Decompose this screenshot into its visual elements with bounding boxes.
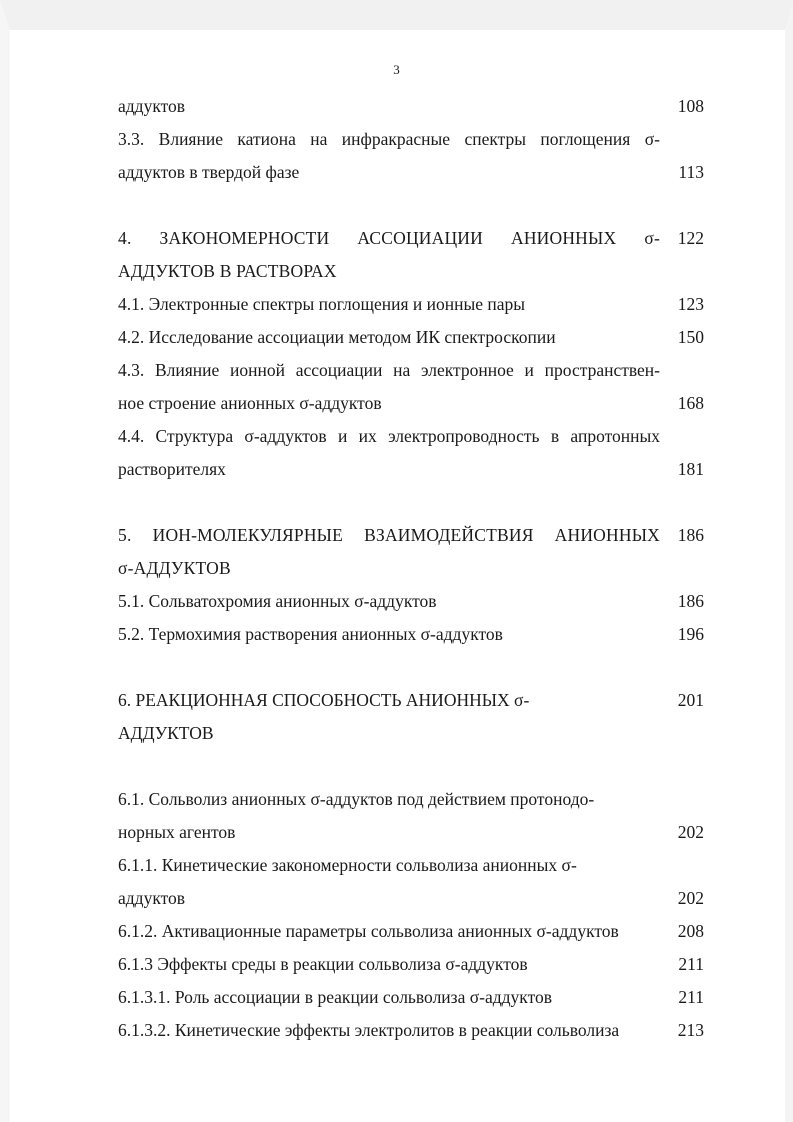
toc-entry-text: 4. ЗАКОНОМЕРНОСТИ АССОЦИАЦИИ АНИОННЫХ σ- [118,228,660,248]
toc-entry-text: 4.2. Исследование ассоциации методом ИК спектроскопии [118,327,556,347]
toc-section-heading [118,684,704,750]
toc-entry-page: 211 [678,987,704,1007]
toc-entry [118,948,704,981]
toc-entry-page: 122 [677,228,704,248]
toc-entry-text-cont: аддуктов в твердой фазе [118,162,300,182]
toc-entry-page: 211 [678,954,704,974]
toc-entry-text: 5. ИОН-МОЛЕКУЛЯРНЫЕ ВЗАИМОДЕЙСТВИЯ АНИОННЫХ [118,525,660,545]
toc-entry-page: 186 [677,525,704,545]
toc-entry-text: 6.1.2. Активационные параметры сольволиза анионных σ-аддуктов [118,921,619,941]
toc-entry-page: 196 [677,624,704,644]
toc-entry-text: 3.3. Влияние катиона на инфракрасные спектры поглощения σ- [118,129,660,149]
toc-section-heading [118,222,704,288]
toc-entry-text: 4.3. Влияние ионной ассоциации на электронное и пространствен- [118,360,660,380]
toc-entry-text: 4.1. Электронные спектры поглощения и ионные пары [118,294,526,314]
toc-entry-page: 186 [677,591,704,611]
toc-entry-text: 6.1.3.1. Роль ассоциации в реакции сольволиза σ-аддуктов [118,987,553,1007]
page-number: 3 [393,62,400,77]
toc-entry [118,1014,704,1047]
toc-entry-text: аддуктов [118,96,186,116]
toc-entry-page: 201 [677,690,704,710]
toc-entry-text-cont: растворителях [118,459,226,479]
toc-entry-page: 208 [677,921,704,941]
toc-entry [118,420,704,486]
toc-entry-text-cont: АДДУКТОВ В РАСТВОРАХ [118,261,337,281]
toc-entry-text: 6. РЕАКЦИОННАЯ СПОСОБНОСТЬ АНИОННЫХ σ- [118,690,530,710]
toc-entry-page: 108 [677,96,704,116]
toc-entry-text: 4.4. Структура σ-аддуктов и их электропроводность в апротонных [118,426,660,446]
toc-entry [118,849,704,915]
toc-entry [118,354,704,420]
toc-entry [118,321,704,354]
toc-entry-page: 168 [677,393,704,413]
toc-entry-text: 5.2. Термохимия растворения анионных σ-аддуктов [118,624,503,644]
toc-entry-text-cont: норных агентов [118,822,236,842]
toc-entry-page: 150 [677,327,704,347]
toc-entry [118,981,704,1014]
toc-entry [118,618,704,651]
toc-entry [118,915,704,948]
toc-entry-page: 202 [677,822,704,842]
toc-entry-page: 213 [677,1020,704,1040]
toc-entry-page: 123 [677,294,704,314]
table-of-contents [118,90,704,1047]
toc-section-heading [118,519,704,585]
toc-entry-page: 113 [678,162,704,182]
toc-entry [118,90,704,123]
toc-entry-page: 202 [677,888,704,908]
toc-entry-text-cont: σ-АДДУКТОВ [118,558,231,578]
toc-entry [118,783,704,849]
toc-entry-text-cont: АДДУКТОВ [118,723,214,743]
toc-entry [118,288,704,321]
toc-entry-text: 6.1.3 Эффекты среды в реакции сольволиза σ-аддуктов [118,954,528,974]
toc-entry-text-cont: ное строение анионных σ-аддуктов [118,393,382,413]
toc-entry-page: 181 [677,459,704,479]
toc-entry-text-cont: аддуктов [118,888,186,908]
toc-entry-text: 6.1.1. Кинетические закономерности сольволиза анионных σ- [118,855,577,875]
toc-entry [118,123,704,189]
toc-entry-text: 6.1.3.2. Кинетические эффекты электролитов в реакции сольволиза [118,1020,620,1040]
toc-entry [118,585,704,618]
toc-entry-text: 5.1. Сольватохромия анионных σ-аддуктов [118,591,437,611]
toc-entry-text: 6.1. Сольволиз анионных σ-аддуктов под действием протонодо- [118,789,595,809]
